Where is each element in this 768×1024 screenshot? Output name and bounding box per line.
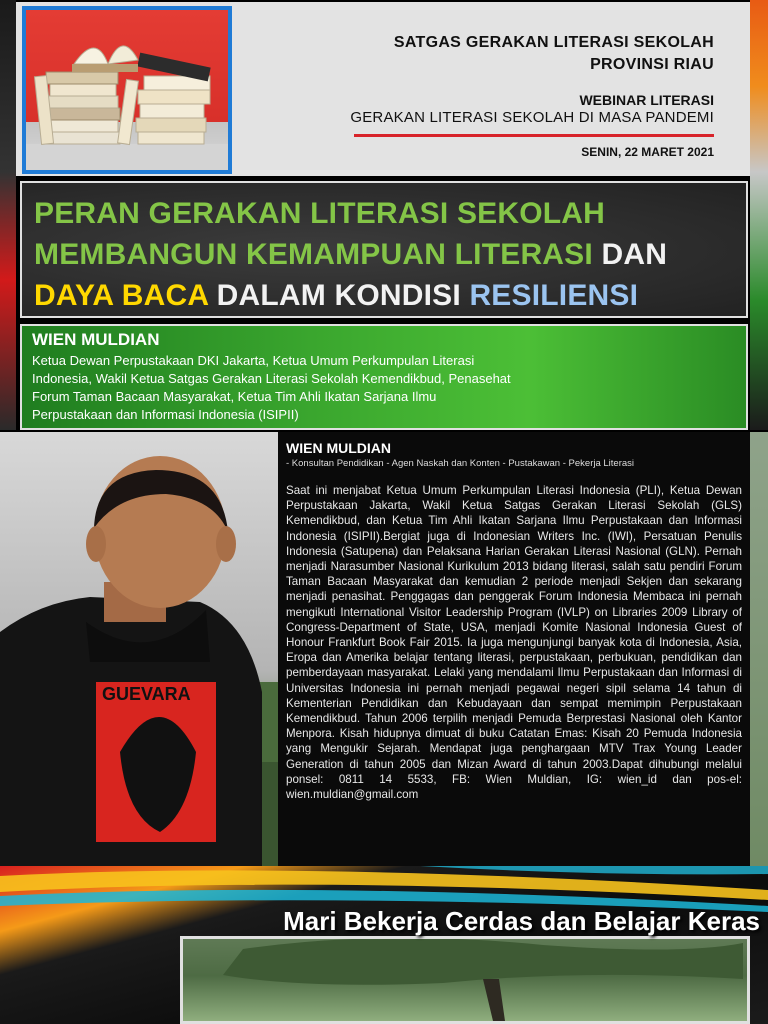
title-line-3-blue: RESILIENSI xyxy=(469,279,639,312)
webinar-theme: GERAKAN LITERASI SEKOLAH DI MASA PANDEMI xyxy=(350,109,714,126)
speaker-bio-line: Indonesia, Wakil Ketua Satgas Gerakan Literasi Sekolah Kemendikbud, Penasehat xyxy=(32,371,511,386)
speaker-photo xyxy=(0,432,278,866)
profile-text-panel xyxy=(278,432,750,866)
footer-slogan: Mari Bekerja Cerdas dan Belajar Keras xyxy=(283,906,760,936)
right-edge-decoration xyxy=(750,0,768,430)
title-line-3 xyxy=(34,275,746,316)
profile-name: WIEN MULDIAN xyxy=(286,440,391,456)
left-edge-decoration xyxy=(0,0,16,430)
title-line-3-white: DALAM KONDISI xyxy=(216,279,461,312)
title-line-1 xyxy=(34,193,746,234)
profile-tagline: - Konsultan Pendidikan - Agen Naskah dan Konten - Pustakawan - Pekerja Literasi xyxy=(286,458,635,469)
main-title-panel xyxy=(20,181,748,318)
speaker-bio-line: Ketua Dewan Perpustakaan DKI Jakarta, Ketua Umum Perkumpulan Literasi xyxy=(32,353,475,368)
header-text xyxy=(254,32,714,159)
person-portrait-icon xyxy=(0,432,278,866)
title-line-1-text: PERAN GERAKAN LITERASI SEKOLAH xyxy=(34,197,606,230)
org-line-2: PROVINSI RIAU xyxy=(590,56,714,73)
event-date: SENIN, 22 MARET 2021 xyxy=(581,145,714,159)
right-photo-edge xyxy=(750,432,768,866)
footer-panel xyxy=(0,866,768,1024)
tree-icon xyxy=(183,939,747,1021)
speaker-bio-line: Forum Taman Bacaan Masyarakat, Ketua Tim Ahli Ikatan Sarjana Ilmu xyxy=(32,389,437,404)
title-line-2 xyxy=(34,234,746,275)
tree-photo xyxy=(180,936,750,1024)
title-line-2-green: MEMBANGUN KEMAMPUAN LITERASI xyxy=(34,238,593,271)
title-line-3-yellow: DAYA BACA xyxy=(34,279,209,312)
speaker-name: WIEN MULDIAN xyxy=(32,330,160,349)
book-stack-icon xyxy=(26,10,228,170)
title-line-2-white: DAN xyxy=(601,238,668,271)
speaker-panel xyxy=(20,324,748,430)
shirt-print-text: GUEVARA xyxy=(102,684,191,704)
books-image xyxy=(22,6,232,174)
speaker-bio-line: Perpustakaan dan Informasi Indonesia (ISIPII) xyxy=(32,407,299,422)
speaker-bio xyxy=(32,352,592,424)
org-line-1: SATGAS GERAKAN LITERASI SEKOLAH xyxy=(393,34,714,51)
header-divider xyxy=(354,134,714,137)
webinar-label: WEBINAR LITERASI xyxy=(579,92,714,108)
profile-biography: Saat ini menjabat Ketua Umum Perkumpulan Literasi Indonesia (PLI), Ketua Dewan Perpustakaan Jakarta, Wakil Ketua Satgas Gerakan Literasi Sekolah (GLS) Kemendikbud, dan Ketua Tim Ahli Ikatan Sarjana Ilmu Perpustakaan dan Informasi Indonesia (ISIPII).Bergiat juga di Indonesian Writers Inc. (IWI), Persatuan Penulis Indonesia (Satupena) dan Pelaksana Harian Gerakan Literasi Nasional (GLN). Pernah menjadi Narasumber Nasional Kurikulum 2013 bidang literasi, salah satu pendiri Forum Taman Bacaan Masyarakat dan kemudian 2 periode menjadi Sekjen dan sekarang menjadi penasihat. Penggagas dan penggerak Forum Indonesia Membaca ini pernah mengikuti International Visitor Leadership Program (IVLP) on Libraries 2009 Library of Congress-Department of State, USA, menjadi Komite Nasional Indonesia Guest of Honour Frankfurt Book Fair 2015. Ia juga mengunjungi banyak kota di Indonesia, Asia, Eropa dan Amerika belajar tentang literasi, perpustakaan, perbukuan, pendidikan dan pemberdayaan masyarakat. Lelaki yang mendalami Ilmu Perpustakaan dan Informasi di Universitas Indonesia ini pernah menjadi pegawai negeri sipil selama 14 tahun di Kementerian Pendidikan dan Kebudayaan dan sempat memimpin Perpustakaan Kemendikbud. Tahun 2006 terpilih menjadi Pemuda Berprestasi Nasional oleh Kantor Menpora. Kisah hidupnya dimuat di buku Catatan Emas: Kisah 20 Pemuda Indonesia yang Mengukir Sejarah. Mendapat juga penghargaan MTV Trax Young Leader Generation di tahun 2005 dan Mizan Award di tahun 2003.Dapat dihubungi melalui ponsel: 0811 14 5533, FB: Wien Muldian, IG: wien_id dan pos-el: wien.muldian@gmail.com xyxy=(286,484,742,802)
